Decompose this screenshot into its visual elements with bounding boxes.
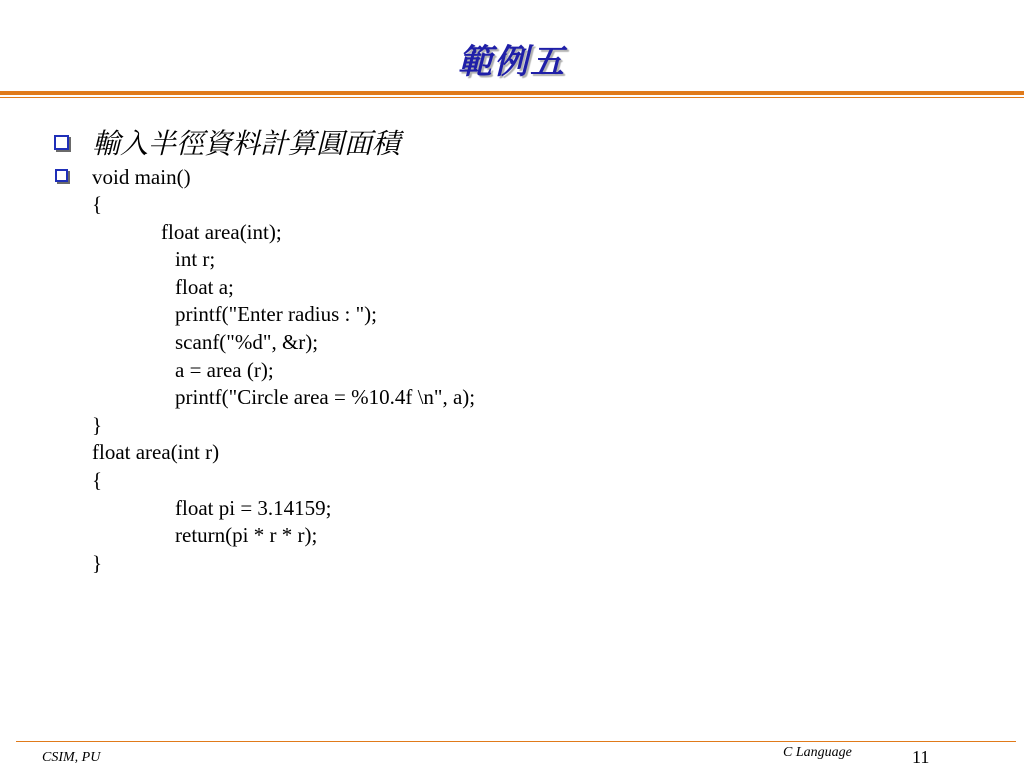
code-line: { — [92, 467, 103, 492]
code-line: { — [92, 192, 103, 216]
bullet-item-heading — [52, 124, 992, 164]
square-bullet-icon — [55, 169, 68, 182]
code-line: void main() — [92, 165, 191, 189]
code-line: float area(int); — [161, 219, 282, 244]
footer-org-label: CSIM, PU — [42, 750, 101, 765]
bullet-heading-text: 輸入半徑資料計算圓面積 — [92, 127, 401, 160]
footer-course-label: C Language — [783, 745, 852, 760]
code-line: printf("Enter radius : "); — [175, 302, 378, 327]
code-line: } — [92, 412, 103, 437]
square-bullet-icon — [54, 135, 69, 150]
code-line: int r; — [175, 247, 216, 272]
code-line: return(pi * r * r); — [175, 523, 318, 548]
title-divider-thick — [0, 91, 1024, 95]
slide-title: 範例五 — [458, 42, 566, 82]
page-number: 11 — [912, 747, 930, 767]
code-line: float area(int r) — [92, 440, 220, 465]
code-line: printf("Circle area = %10.4f \n", a); — [175, 385, 476, 410]
code-line: float a; — [175, 274, 234, 299]
code-line: float pi = 3.14159; — [175, 495, 332, 520]
code-line: scanf("%d", &r); — [175, 329, 319, 354]
slide-content — [52, 124, 992, 577]
title-divider-thin — [0, 97, 1024, 98]
footer-divider — [16, 741, 1016, 742]
code-line: a = area (r); — [175, 357, 274, 382]
bullet-item-code — [52, 164, 992, 191]
code-line: } — [92, 550, 103, 575]
